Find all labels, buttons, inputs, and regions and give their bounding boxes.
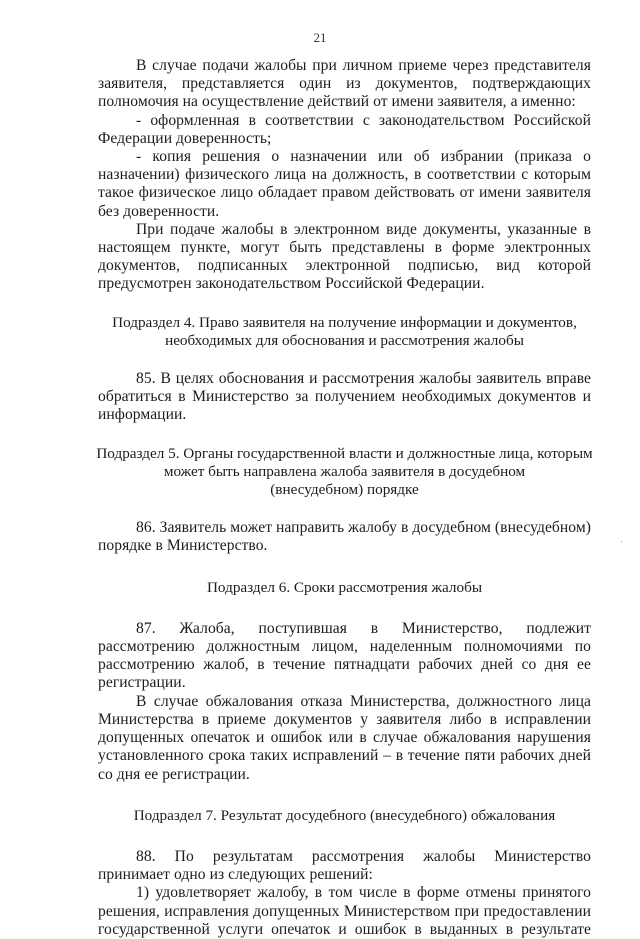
paragraph-appointment-copy: - копия решения о назначении или об избрании (приказа о назначении) физического лица на должность, в соответствии с которым такое физическое лицо обладает правом действовать от имени заявителя без доверенности. [98,148,591,220]
paragraph-88: 88. По результатам рассмотрения жалобы Министерство принимает одно из следующих решений: [98,847,591,884]
paragraph-87-appeal: В случае обжалования отказа Министерства, должностного лица Министерства в приеме документов у заявителя либо в исправлении допущенных опечаток и ошибок или в случае обжалования нарушения установленного срока таких исправлений – в течение пяти рабочих дней со дня ее регистрации. [98,692,591,783]
paragraph-86: 86. Заявитель может направить жалобу в досудебном (внесудебном) порядке в Министерство. [98,519,592,555]
subsection-5-heading-line-1: Подраздел 5. Органы государственной власти и должностные лица, которым [96,444,593,462]
subsection-5-heading-line-3: (внесудебном) порядке [270,481,419,499]
paragraph-electronic-submission: При подаче жалобы в электронном виде документы, указанные в настоящем пункте, могут быть представлены в форме электронных документов, подписанных электронной подписью, вид которой предусмотрен законодательством Российской Федерации. [98,220,591,293]
subsection-5-heading-line-2: может быть направлена жалоба заявителя в досудебном [163,462,526,480]
subsection-4-heading: Подраздел 4. Право заявителя на получение информации и документов, необходимых для обоснования и рассмотрения жалобы [112,313,577,349]
subsection-5-heading [94,445,595,500]
paragraph-87: 87. Жалоба, поступившая в Министерство, подлежит рассмотрению должностным лицом, наделенным полномочиями по рассмотрению жалоб, в течение пятнадцати рабочих дней со дня ее регистрации. [98,619,591,692]
subsection-6-heading: Подраздел 6. Сроки рассмотрения жалобы [206,578,483,596]
paragraph-representative: В случае подачи жалобы при личном приеме через представителя заявителя, представляется один из документов, подтверждающих полномочия на осуществление действий от имени заявителя, а именно: [98,57,591,111]
scan-speck [621,541,622,542]
page-number: 21 [313,30,327,45]
paragraph-88-item-1: 1) удовлетворяет жалобу, в том числе в форме отмены принятого решения, исправления допущенных Министерством при предоставлении государственной услуги опечаток и ошибок в выданных в результате [98,884,591,938]
paragraph-85: 85. В целях обоснования и рассмотрения жалобы заявитель вправе обратиться в Министерство за получением необходимых документов и информации. [98,370,591,424]
paragraph-power-of-attorney: - оформленная в соответствии с законодательством Российской Федерации доверенность; [98,111,591,147]
document-body [98,57,591,939]
subsection-7-heading: Подраздел 7. Результат досудебного (внесудебного) обжалования [133,806,556,824]
